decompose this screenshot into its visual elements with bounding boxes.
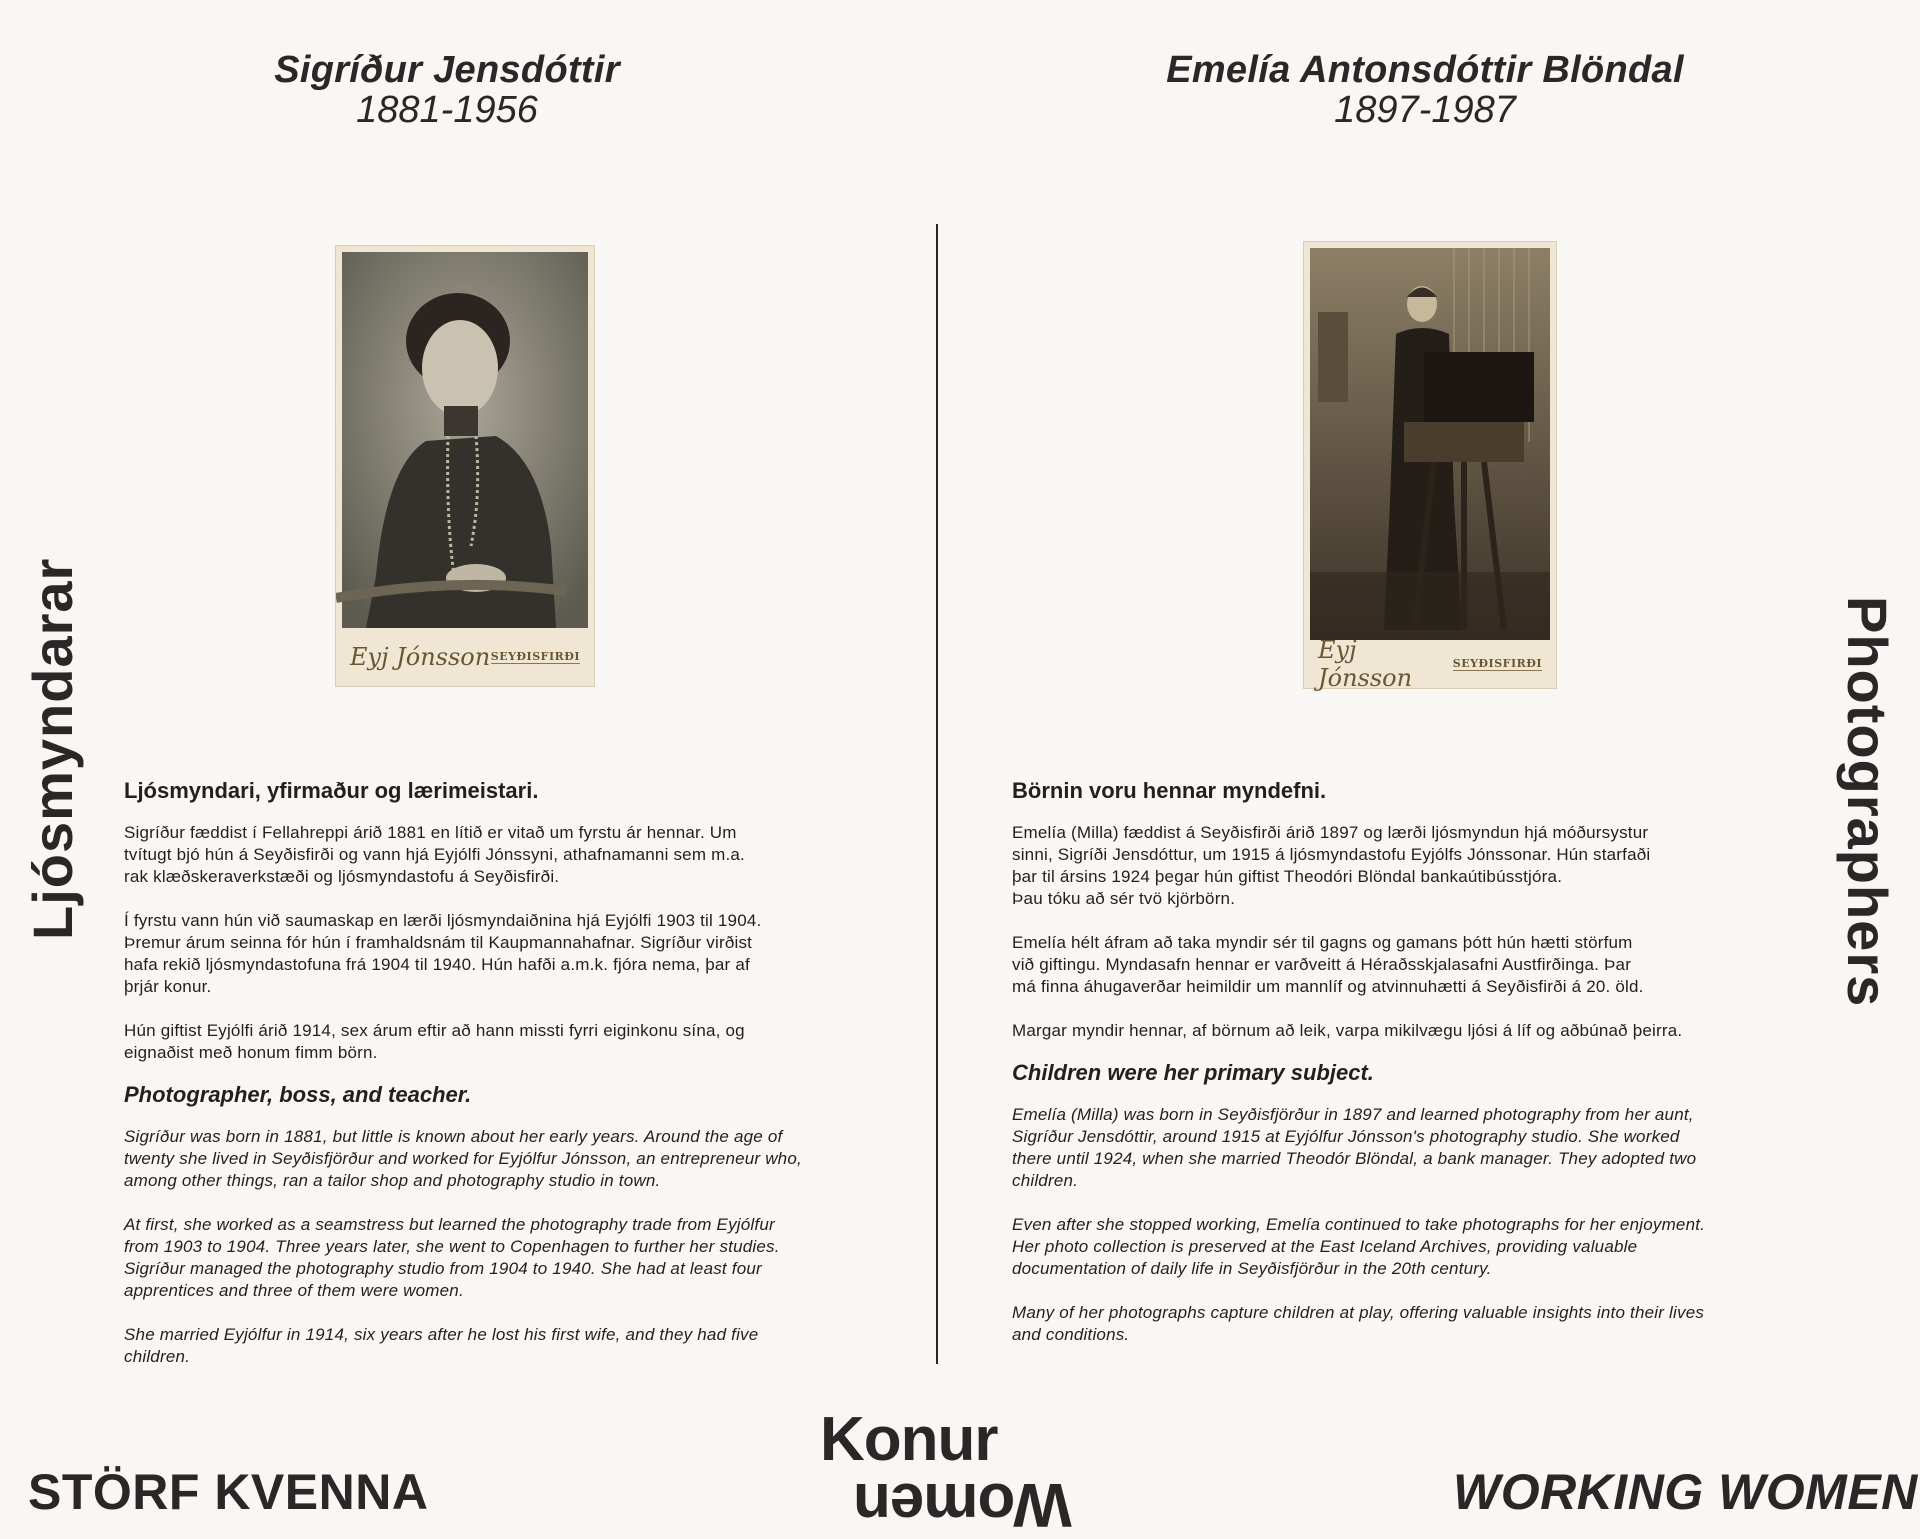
photographer-2-header (1105, 50, 1745, 130)
icelandic-heading: Ljósmyndari, yfirmaður og lærimeistari. (124, 778, 539, 803)
side-title-icelandic: Ljósmyndarar (21, 557, 84, 940)
icelandic-paragraph: Emelía hélt áfram að taka myndir sér til gagns og gamans þótt hún hætti störfum við giftingu. Myndasafn hennar er varðveitt á Héraðsskjalasafni Austfirðinga. Þar má finna áhugaverðar heimildir um mannlíf og atvinnuhætti á Seyðisfirði á 20. öld. (1012, 933, 1644, 996)
photographer-signature: Eyj Jónsson (350, 643, 491, 671)
photographer-name: Sigríður Jensdóttir (274, 49, 620, 91)
english-heading: Photographer, boss, and teacher. (124, 1082, 472, 1107)
studio-photo-emelia (1304, 242, 1556, 692)
footer-title-english: WORKING WOMEN (1453, 1464, 1918, 1520)
icelandic-paragraph: Emelía (Milla) fæddist á Seyðisfirði árið 1897 og lærði ljósmyndun hjá móðursystur sinni, Sigríði Jensdóttur, um 1915 á ljósmyndastofu Eyjólfs Jónssonar. Hún starfaði þar til ársins 1924 þegar hún giftist Theodóri Blöndal bankaútibússtjóra. Þau tóku að sér tvö kjörbörn. (1012, 823, 1651, 908)
portrait-image (336, 246, 594, 628)
portrait-photo-sigridur (336, 246, 594, 686)
photographer-1-bio (124, 778, 904, 1390)
studio-image (1304, 242, 1556, 640)
icelandic-paragraph: Sigríður fæddist í Fellahreppi árið 1881 en lítið er vitað um fyrstu ár hennar. Um tvítugt bjó hún á Seyðisfirði og vann hjá Eyjólfi Jónssyni, athafnamanni sem m.a. rak klæðskeraverkstæði og ljósmyndastofu á Seyðisfirði. (124, 823, 745, 886)
logo-word-konur: Konur (820, 1405, 998, 1474)
studio-place: SEYÐISFIRÐI (1452, 657, 1542, 670)
photographer-name: Emelía Antonsdóttir Blöndal (1166, 49, 1684, 91)
side-title-english: Photographers (1836, 596, 1899, 1008)
photo-caption (1304, 636, 1556, 692)
photographer-2-bio (1012, 778, 1832, 1368)
studio-place: SEYÐISFIRÐI (490, 650, 580, 663)
photographer-signature: Eyj Jónsson (1318, 636, 1413, 692)
english-heading: Children were her primary subject. (1012, 1060, 1374, 1085)
english-paragraph: Many of her photographs capture children at play, offering valuable insights into their lives and conditions. (1012, 1303, 1705, 1344)
english-paragraph: She married Eyjólfur in 1914, six years after he lost his first wife, and they had five children. (124, 1325, 759, 1366)
english-paragraph: Even after she stopped working, Emelía continued to take photographs for her enjoyment. Her photo collection is preserved at the East Iceland Archives, providing valuable documentation of daily life in Seyðisfjörður in the 20th century. (1012, 1215, 1706, 1278)
icelandic-paragraph: Hún giftist Eyjólfi árið 1914, sex árum eftir að hann missti fyrri eiginkonu sína, og eignaðist með honum fimm börn. (124, 1021, 745, 1062)
photographer-years: 1881-1956 (356, 89, 538, 131)
footer-title-icelandic: STÖRF KVENNA (28, 1464, 429, 1520)
center-divider (936, 224, 938, 1364)
icelandic-paragraph: Margar myndir hennar, af börnum að leik, varpa mikilvægu ljósi á líf og aðbúnað þeirra. (1012, 1021, 1683, 1040)
photo-caption (336, 628, 594, 686)
photographer-years: 1897-1987 (1334, 89, 1516, 131)
english-paragraph: Sigríður was born in 1881, but little is known about her early years. Around the age of twenty she lived in Seyðisfjörður and worked for Eyjólfur Jónsson, an entrepreneur who, among other things, ran a tailor shop and photography studio in town. (124, 1127, 802, 1190)
english-paragraph: At first, she worked as a seamstress but learned the photography trade from Eyjólfur from 1903 to 1904. Three years later, she went to Copenhagen to further her studies. Sigríður managed the photography studio from 1904 to 1940. She had at least four apprentices and three of them were women. (124, 1215, 780, 1300)
icelandic-heading: Börnin voru hennar myndefni. (1012, 778, 1327, 803)
icelandic-paragraph: Í fyrstu vann hún við saumaskap en lærði ljósmyndaiðnina hjá Eyjólfi 1903 til 1904. Þremur árum seinna fór hún í framhaldsnám til Kaupmannahafnar. Sigríður virðist hafa rekið ljósmyndastofuna frá 1904 til 1940. Hún hafði a.m.k. fjóra nema, þar af þrjár konur. (124, 911, 762, 996)
photographer-1-header (197, 50, 697, 130)
exhibition-logo (820, 1405, 1120, 1539)
english-paragraph: Emelía (Milla) was born in Seyðisfjörður in 1897 and learned photography from her aunt, Sigríður Jensdóttir, around 1915 at Eyjólfur Jónsson's photography studio. She worked there until 1924, when she married Theodór Blöndal, a bank manager. They adopted two children. (1012, 1105, 1697, 1190)
logo-word-women: Women (854, 1470, 1072, 1539)
